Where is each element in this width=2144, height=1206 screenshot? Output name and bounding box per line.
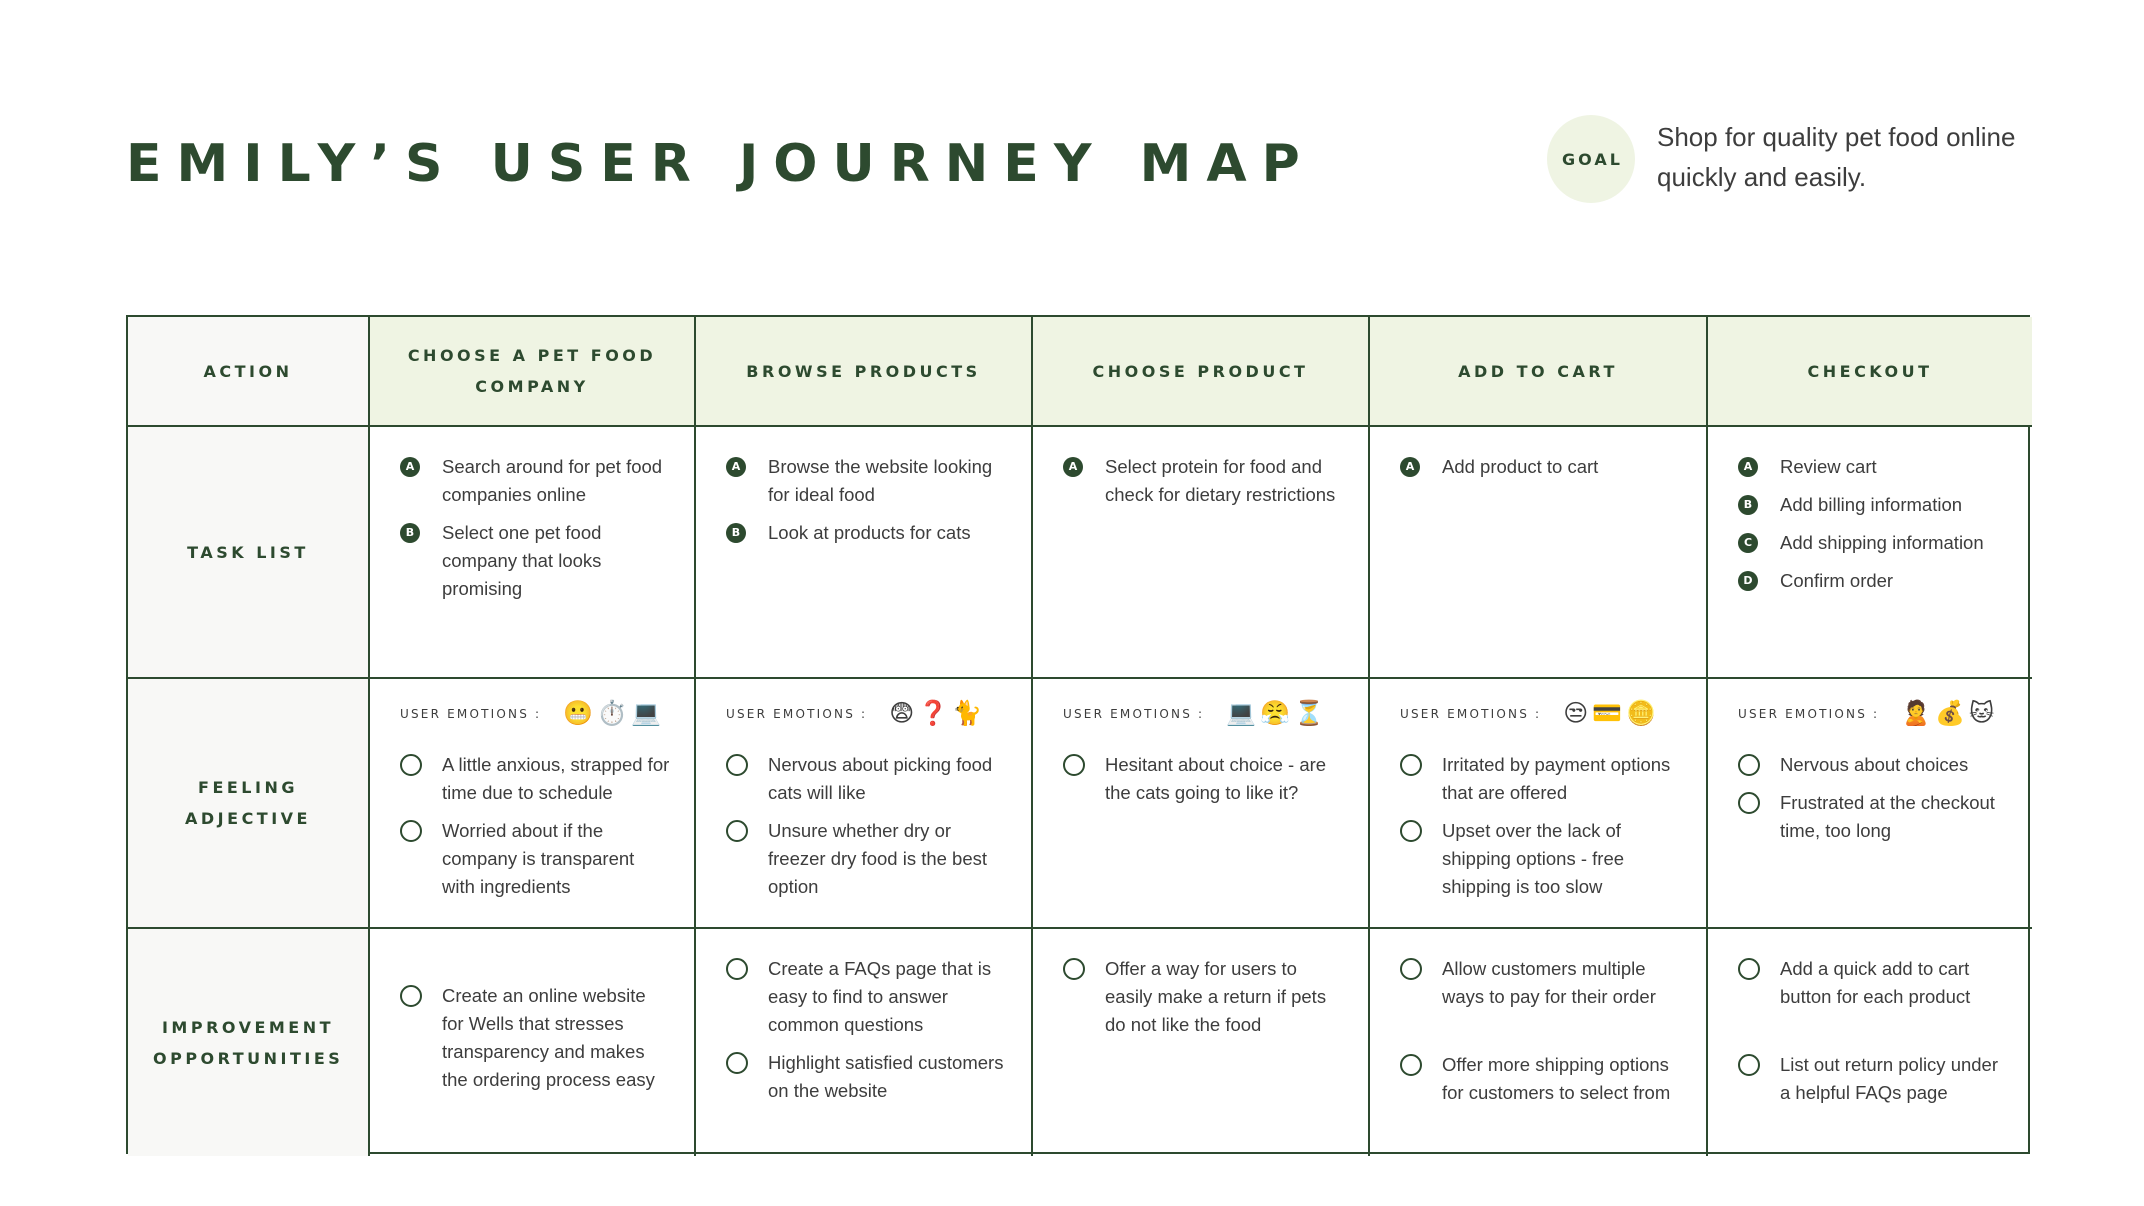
circle-bullet-icon [400, 754, 422, 776]
feeling-item [1400, 817, 1682, 901]
circle-bullet-icon [1738, 792, 1760, 814]
task-letter-icon: C [1738, 533, 1758, 553]
improvement-cell [696, 929, 1033, 1156]
stage-header: BROWSE PRODUCTS [696, 317, 1033, 427]
improvement-item [1738, 955, 2008, 1011]
task-item [1063, 453, 1344, 509]
feeling-text: Upset over the lack of shipping options - free shipping is too slow [1442, 820, 1625, 897]
circle-bullet-icon [1400, 820, 1422, 842]
improvement-cell [1370, 929, 1708, 1156]
goal-text: Shop for quality pet food online quickly and easily. [1657, 122, 2016, 192]
task-item [1400, 453, 1682, 481]
user-emotions-label: USER EMOTIONS : [726, 707, 868, 721]
journey-table [126, 315, 2030, 1154]
task-item [1738, 491, 2008, 519]
feeling-text: Unsure whether dry or freezer dry food is the best option [768, 820, 988, 897]
task-letter-icon: B [1738, 495, 1758, 515]
circle-bullet-icon [726, 754, 748, 776]
feeling-cell [696, 679, 1033, 929]
task-letter-icon: A [1400, 457, 1420, 477]
task-item [1738, 567, 2008, 595]
row-label-action-text: ACTION [203, 361, 293, 381]
improvement-item [726, 955, 1007, 1039]
feeling-text: Nervous about choices [1780, 754, 1969, 775]
improvement-item [1738, 1051, 2008, 1107]
task-letter-icon: A [1063, 457, 1083, 477]
feeling-cell [1033, 679, 1370, 929]
task-cell [1708, 427, 2032, 679]
feeling-item [726, 817, 1007, 901]
emotion-emoji-icons: 🙎💰🐱 [1901, 700, 1999, 727]
task-item [1738, 453, 2008, 481]
stage-header: CHOOSE PRODUCT [1033, 317, 1370, 427]
user-emotions-label: USER EMOTIONS : [1063, 707, 1205, 721]
task-letter-icon: A [1738, 457, 1758, 477]
task-cell [1370, 427, 1708, 679]
feeling-cell [370, 679, 696, 929]
feeling-text: Nervous about picking food cats will like [768, 754, 993, 803]
row-label-feeling [128, 679, 370, 929]
emotion-emoji-icons: 😨❓🐈 [889, 700, 987, 727]
improvement-text: Add a quick add to cart button for each product [1780, 958, 1971, 1007]
row-label-feeling-text: FEELING ADJECTIVE [185, 778, 311, 828]
emotion-emoji-icons: 😒💳🪙 [1563, 700, 1661, 727]
improvement-text: Highlight satisfied customers on the website [768, 1052, 1004, 1101]
task-letter-icon: B [726, 523, 746, 543]
improvement-cell [1033, 929, 1370, 1156]
circle-bullet-icon [1400, 754, 1422, 776]
improvement-text: Offer more shipping options for customers to select from [1442, 1054, 1671, 1103]
goal-badge: GOAL [1547, 115, 1635, 203]
task-text: Select protein for food and check for dietary restrictions [1105, 456, 1336, 505]
task-cell [1033, 427, 1370, 679]
feeling-item [400, 817, 670, 901]
improvement-item [1063, 955, 1344, 1039]
task-item [400, 519, 670, 603]
stage-header: CHECKOUT [1708, 317, 2032, 427]
row-label-improvement [128, 929, 370, 1156]
circle-bullet-icon [1738, 958, 1760, 980]
circle-bullet-icon [1738, 754, 1760, 776]
improvement-text: Create an online website for Wells that stresses transparency and makes the ordering process easy [442, 984, 655, 1090]
circle-bullet-icon [400, 985, 422, 1007]
circle-bullet-icon [726, 820, 748, 842]
task-item [726, 519, 1007, 547]
circle-bullet-icon [1063, 958, 1085, 980]
stage-header: ADD TO CART [1370, 317, 1708, 427]
task-text: Search around for pet food companies online [442, 456, 663, 505]
feeling-item [726, 751, 1007, 807]
task-text: Confirm order [1780, 570, 1894, 591]
feeling-item [400, 751, 670, 807]
user-emotions-label: USER EMOTIONS : [1738, 707, 1880, 721]
row-label-task-list [128, 427, 370, 679]
task-cell [370, 427, 696, 679]
feeling-text: A little anxious, strapped for time due to schedule [442, 754, 670, 803]
feeling-item [1063, 751, 1344, 807]
feeling-item [1738, 751, 2008, 779]
improvement-item [400, 982, 670, 1094]
user-emotions-label: USER EMOTIONS : [400, 707, 542, 721]
circle-bullet-icon [726, 958, 748, 980]
task-text: Add billing information [1780, 494, 1963, 515]
task-item [1738, 529, 2008, 557]
stage-header: CHOOSE A PET FOOD COMPANY [370, 317, 696, 427]
row-label-action [128, 317, 370, 427]
improvement-text: List out return policy under a helpful FAQs page [1780, 1054, 1999, 1103]
improvement-item [1400, 1051, 1682, 1107]
page-title: EMILY’S USER JOURNEY MAP [126, 134, 1315, 194]
circle-bullet-icon [400, 820, 422, 842]
circle-bullet-icon [1400, 1054, 1422, 1076]
improvement-item [1400, 955, 1682, 1011]
task-text: Add product to cart [1442, 456, 1599, 477]
row-label-task-list-text: TASK LIST [187, 542, 309, 562]
emotion-emoji-icons: 😬⏱️💻 [563, 700, 665, 727]
feeling-text: Irritated by payment options that are offered [1442, 754, 1671, 803]
task-item [726, 453, 1007, 509]
improvement-text: Offer a way for users to easily make a return if pets do not like the food [1105, 958, 1327, 1035]
feeling-text: Worried about if the company is transparent with ingredients [442, 820, 635, 897]
task-item [400, 453, 670, 509]
task-text: Review cart [1780, 456, 1877, 477]
task-text: Browse the website looking for ideal food [768, 456, 993, 505]
task-text: Add shipping information [1780, 532, 1984, 553]
task-letter-icon: A [726, 457, 746, 477]
feeling-text: Frustrated at the checkout time, too long [1780, 792, 1995, 841]
feeling-cell [1370, 679, 1708, 929]
task-text: Look at products for cats [768, 522, 971, 543]
feeling-text: Hesitant about choice - are the cats going to like it? [1105, 754, 1327, 803]
feeling-item [1738, 789, 2008, 845]
improvement-text: Create a FAQs page that is easy to find to answer common questions [768, 958, 992, 1035]
task-cell [696, 427, 1033, 679]
improvement-cell [1708, 929, 2032, 1156]
user-emotions-label: USER EMOTIONS : [1400, 707, 1542, 721]
improvement-cell [370, 929, 696, 1156]
task-letter-icon: A [400, 457, 420, 477]
circle-bullet-icon [726, 1052, 748, 1074]
circle-bullet-icon [1400, 958, 1422, 980]
emotion-emoji-icons: 💻😤⏳ [1226, 700, 1328, 727]
improvement-item [726, 1049, 1007, 1105]
circle-bullet-icon [1063, 754, 1085, 776]
task-text: Select one pet food company that looks promising [442, 522, 602, 599]
circle-bullet-icon [1738, 1054, 1760, 1076]
row-label-improvement-text: IMPROVEMENT OPPORTUNITIES [153, 1017, 344, 1068]
task-letter-icon: D [1738, 571, 1758, 591]
feeling-item [1400, 751, 1682, 807]
feeling-cell [1708, 679, 2032, 929]
task-letter-icon: B [400, 523, 420, 543]
improvement-text: Allow customers multiple ways to pay for their order [1442, 958, 1656, 1007]
